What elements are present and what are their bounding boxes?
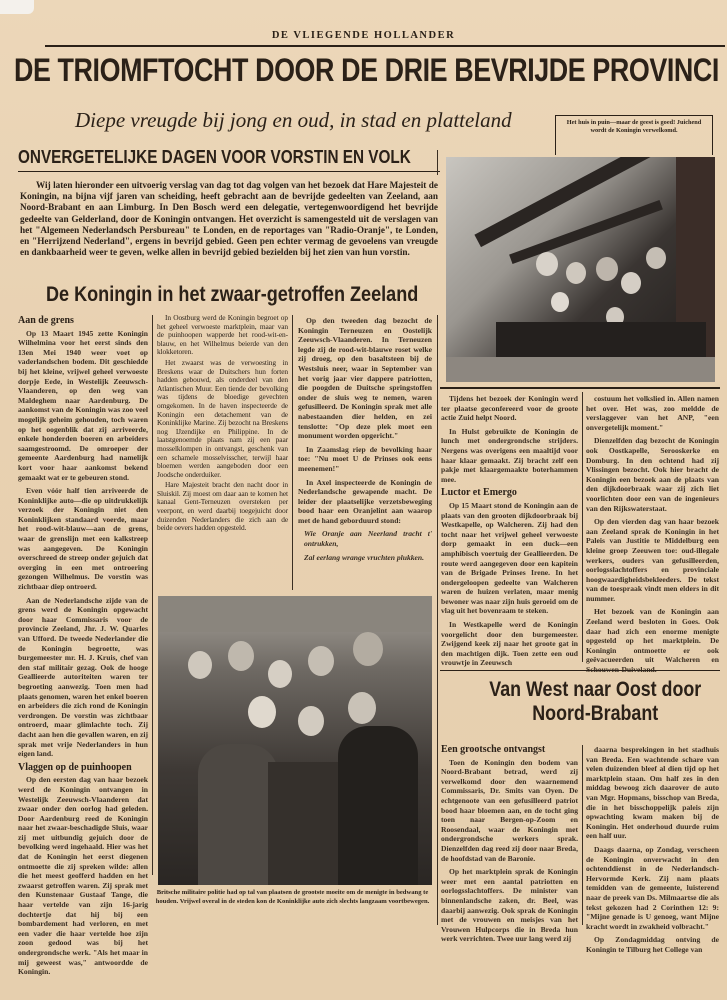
divider <box>440 387 720 389</box>
torn-corner <box>0 0 34 14</box>
section-title-line: Noord-Brabant <box>532 702 659 725</box>
paragraph: Hare Majesteit bracht den nacht door in Sluiskil. Zij moest om daar aan te komen het kanaal Gent-Terneuzen oversteken per veerpont, en werd daarbij toegejuicht door duizenden Nederlanders die zich aan de beide oevers hadden opgesteld. <box>157 480 288 533</box>
paragraph: Op Zondagmiddag ontving de Koningin te Tilburg het College van <box>586 935 719 954</box>
column-5 <box>586 394 719 679</box>
column-4 <box>441 394 578 672</box>
paragraph: daarna besprekingen in het stadhuis van Breda. Een wachtende schare van velen duizenden bleef al dien tijd op het marktplein staan. Om half zes in den middag bewoog zich daarover de auto van Mgr. Hopmans, bisschop van Breda, die in het bisschoppelijk paleis zijn opwachting kwam maken bij de Koningin. Het onderhoud duurde ruim een half uur. <box>586 745 719 841</box>
section-heading: Vlaggen op de puinhoopen <box>18 761 132 773</box>
poem-line: Wie Oranje aan Neerland tracht t' ontrukken, <box>304 529 432 549</box>
paragraph: Dienzelfden dag bezocht de Koningin ook Oostkapelle, Serooskerke en Domburg. In den ochtend had zij Vlissingen bezocht. Ook hier bracht de Koningin een bezoek aan de plaats van den dijkdoorbraak waar zij zich liet voorlichten door een van de ingenieurs van den Rijkswaterstaat. <box>586 436 719 513</box>
column-2 <box>157 314 288 535</box>
paragraph: Daags daarna, op Zondag, verscheen de Koningin onverwacht in den ochtenddienst in de Nederlandsch-Hervormde Kerk. Zij nam plaats temidden van de gemeente, luisterend naar de preek van Ds. Milmaartse die als tekst gekozen had 2 Corinthen 12: 9: "Mijne genade is U genoeg, want Mijne kracht wordt in zwakheid volbracht." <box>586 844 719 931</box>
paragraph: In Westkapelle werd de Koningin voorgelicht door den burgemeester. Zwijgend keek zij naar het groote gat in den machtigen dijk. Toen zette een oud vrouwtje in Zeeuwsch <box>441 620 578 668</box>
subtitle: Diepe vreugde bij jong en oud, in stad en platteland <box>75 108 512 132</box>
paragraph: In Oostburg werd de Koningin begroet op het geheel verwoeste marktplein, maar van de puinhoopen wapperde het rood-wit-en-blauw, en het Wilhelmus beierde van den klokketoren. <box>157 313 288 357</box>
divider <box>440 670 720 671</box>
paragraph: In Zaamslag riep de bevolking haar toe: "Nu moet U de Prinses ook eens meenemen!" <box>298 444 432 473</box>
section-title-brabant <box>455 678 727 726</box>
intro-paragraph <box>20 180 438 258</box>
paragraph: Op 13 Maart 1945 zette Koningin Wilhelmina voor het eerst sinds den 13en Mei 1940 weer voet op vaderlandschen bodem. Dit geschiedde bij het kleine, vrijwel geheel verwoeste dorpje Eede, in Westelijk Zeeuwsch-Vlaanderen, op den weg van Maldeghem naar Aardenburg. De aankomst van de Koningin was zoo veel mogelijk geheim gehouden, toch waren op het oogenblik dat zij arriveerde, enkele honderden boeren en arbeiders saamgestroomd. De omroeper der gemeente Aardenburg had namelijk kort voor haar aankomst bekend gemaakt wat er te gebeuren stond. <box>18 328 148 482</box>
photo-caption-top: Het huis in puin—maar de geest is goed! Juichend wordt de Koningin verwelkomd. <box>555 115 713 155</box>
paragraph: Toen de Koningin den bodem van Noord-Brabant betrad, werd zij verwelkomd door den waarnemend Commissaris, Dr. Smits van Oyen. De echtgenoote van een gefusilleerd patriot bood haar bloemen aan, en de tocht ging toen naar Bergen-op-Zoom en Roosendaal, waar de Koningin met ondergrondsche werkers sprak. Dienzelfden dag reed zij door naar Breda, de hoofdstad van de Baronie. <box>441 757 578 863</box>
column-rule <box>437 315 438 925</box>
subheadline: ONVERGETELIJKE DAGEN VOOR VORSTIN EN VOLK <box>18 147 411 167</box>
paragraph: Op het marktplein sprak de Koningin weer met een aantal patriotten en oorlogsslachtoffers. De minister van binnenlandsche zaken, dr. Beel, was daarbij aanwezig. Ook sprak de Koningin met de vrouwen en meisjes van het Vrouwen Hulpcorps die in Breda hun werk verrichten. Twee uur lang werd zij <box>441 867 578 944</box>
paragraph: Het bezoek van de Koningin aan Zeeland werd besloten in Goes. Ook daar had zich een enorme menigte opgesteld op het marktplein. De Koningin ontmoette er ook geëvacueerden uit Walcheren en <box>586 607 719 665</box>
paragraph: Op 15 Maart stond de Koningin aan de plaats van den grooten dijkdoorbraak bij Westkapelle, op Walcheren. Zij had den tocht naar het vrijwel geheel verwoeste dorp gemaakt in een duck—een amphibisch voertuig der Geallieerden. De route werd aangegeven door een kapitein van de Brigade Prinses Irene. In het ondergeloopen gedeelte van Walcheren waren de huizen verlaten, maar menig bewoner was naar zijn huis geroeid om de vlag uit het bovenraam te steken. <box>441 500 578 616</box>
column-rule <box>582 745 583 925</box>
poem-line: Zal eerlang wrange vruchten plukken. <box>304 552 425 562</box>
photo-caption-crowd: Britsche militaire politie had op tal van plaatsen de grootste moeite om de menigte in bedwang te houden. Vrijwel overal in de steden kon de Koninklijke auto zich slechts langzaam voortbewegen. <box>155 889 430 905</box>
paragraph: Aan de Nederlandsche zijde van de grens werd de Koningin opgewacht door haar Commissaris voor de provincie Zeeland, Jhr. J. W. Quarles van Ufford. De tweede Nederlander die de Koningin begroette, was burgemeester mr. H. J. Kruis, chef van den staf militair gezag. Ook de hooge Geallieerde autoriteiten waren ter begroeting aanwezig. Toen men had plaats genomen, waren het enkel boeren en arbeiders die zich rond de Koningin verdrongen. De vorstin was zichtbaar ontroerd, maar glimlachte toch. Zij dacht aan hen die gevallen waren, en zij sprak met vrije Nederlanders in hun eigen land. <box>18 595 148 759</box>
section-heading: Luctor et Emergo <box>441 487 517 499</box>
paragraph: Even vóór half tien arriveerde de Koninklijke auto—die op uitdrukkelijk verzoek der Koningin niet den Koninklijken standaard voerde, maar het rood-wit-blauw—aan de grens, waar de grenslijn met een kalkstreep was aangegeven. De Koningin overschreed de streep onder gejuich dat overging in een met ontroering gezongen Wilhelmus. De vorstin was zichtbaar diep ontroerd. <box>18 486 148 592</box>
masthead-rule <box>45 45 725 47</box>
paragraph: costuum het volkslied in. Allen namen het over. Het was, zoo meldde de verslaggever van het ANP, "een onvergetelijk moment." <box>586 394 719 432</box>
section-title-line: Van West naar Oost door <box>489 678 702 701</box>
column-rule <box>582 392 583 662</box>
section-heading: Een grootsche ontvangst <box>441 744 546 755</box>
divider <box>437 150 438 175</box>
divider <box>18 171 440 172</box>
column-rule <box>152 315 153 875</box>
column-rule <box>292 315 293 590</box>
column-4-bottom <box>441 743 578 948</box>
paragraph: Op den vierden dag van haar bezoek aan Zeeland sprak de Koningin in het Paleis van Justitie te Middelburg een kleine groep Zeeuwen toe: oud-illegale werkers, ouders van gefusilleerden, oorlogsslachtoffers en provinciale hoogwaardigheidsbekleeders. De tekst van de toespraak vindt men elders in dit nummer. <box>586 517 719 603</box>
paragraph: In Axel inspecteerde de Koningin de Nederlandsche gewapende macht. De leider der plaatselijke verzetsbeweging bood haar een Oranjelint aan waarop met de hand geborduurd stond: <box>298 477 432 525</box>
photo-ruined-house-crowd <box>446 157 715 382</box>
section-title-zeeland: De Koningin in het zwaar-getroffen Zeeland <box>46 283 419 306</box>
paragraph: Tijdens het bezoek der Koningin werd ter plaatse geconfereerd voor de groote actie Zuid helpt Noord. <box>441 394 578 423</box>
paragraph: Op den tweeden dag bezocht de Koningin Terneuzen en Oostelijk Zeeuwsch-Vlaanderen. In Terneuzen legde zij de rood-wit-blauwe roset welke zij droeg, op den basaltsteen bij de Westsluis neer, waar in September van het vorig jaar vier dappere patriotten, die poogden de Duitsche springstoffen onder de sluis weg te nemen, waren gefusilleerd. De Koningin sprak met alle nabestaanden dier helden, en zei tenslotte: "Op deze plek moet een monument worden opgericht." <box>298 316 432 441</box>
column-1 <box>18 314 148 981</box>
paragraph: In Hulst gebruikte de Koningin de lunch met ondergrondsche strijders. Nergens was overigens een maaltijd voor haar klaar gemaakt. Zij bracht zelf een pakje met klaargemaakte boterhammen mee. <box>441 426 578 484</box>
masthead: DE VLIEGENDE HOLLANDER <box>271 30 456 41</box>
paragraph: Op den eersten dag van haar bezoek werd de Koningin ontvangen in Westelijk Zeeuwsch-Vlaanderen dat zwaar onder den oorlog had geleden. Door Aardenburg reed de Koningin naar het zwaar-beschadigde Sluis, waar zij met uitbundig gejuich door de bevolking werd ingehaald. Hier was het dat de Koningin het eerst diegenen ontmoette die zij spreken wilde: allen die het meest geofferd hadden en het zwaarst getroffen waren. Zij sprak met den Kunstenaar Gustaaf Tange, die haar vertelde van zijn 16-jarig dochtertje dat hij bij een bombardement had verloren, en met een vader die haar vertelde hoe zijn zoon gedood was bij het ondergrondsche werk. "Als het maar in mij geweest was," antwoordde de Koningin. <box>18 775 148 977</box>
headline: DE TRIOMFTOCHT DOOR DE DRIE BEVRIJDE PROVINCI <box>14 52 719 88</box>
paragraph: Het zwaarst was de verwoesting in Breskens waar de Duitschers hun forten hadden gebouwd, als onderdeel van den Atlantischen Muur. Een tiende der bevolking was tijdens de bloedige gevechten omgekomen. In de haven inspecteerde de Koningin een detachement van de Koninklijke Marine. Zij bezocht na Breskens nog IJzendijke en Philippine. In de laatstgenoemde plaats nam zij een paar mosselklompen in ontvangst, geschenk van een schamele mosselvisscher, terwijl haar bloemen werden aangeboden door een Joodsche onderduiker. <box>157 357 288 479</box>
column-5-bottom <box>586 745 719 958</box>
photo-crowd-military-police <box>158 596 432 885</box>
intro-text: Wij laten hieronder een uitvoerig verslag van dag tot dag volgen van het bezoek dat Hare Majesteit de Koningin, na bijna vijf jaren van scheiding, heeft gebracht aan de bevrijde gedeelten van Zeeland, aan Noord-Brabant en aan Limburg. In Den Bosch werd een delegatie, vertegenwoordigend het bevrijde gedeelte van Gelderland, door de Koningin ontvangen. Het overzicht is samengesteld uit de verslagen van het "Algemeen Nederlandsch Persbureau" te Londen, en de reportages van "Radio-Oranje", te Londen, en "Herrijzend Nederland", ergens in bevrijd gebied. Geen pen echter vermag de gevoelens van vreugde en dankbaarheid weer te geven, welke allen in bevrijd gebied bezielden bij het zien van hun vorstin. <box>20 180 438 258</box>
section-heading: Aan de grens <box>18 315 74 326</box>
column-3 <box>298 316 432 566</box>
